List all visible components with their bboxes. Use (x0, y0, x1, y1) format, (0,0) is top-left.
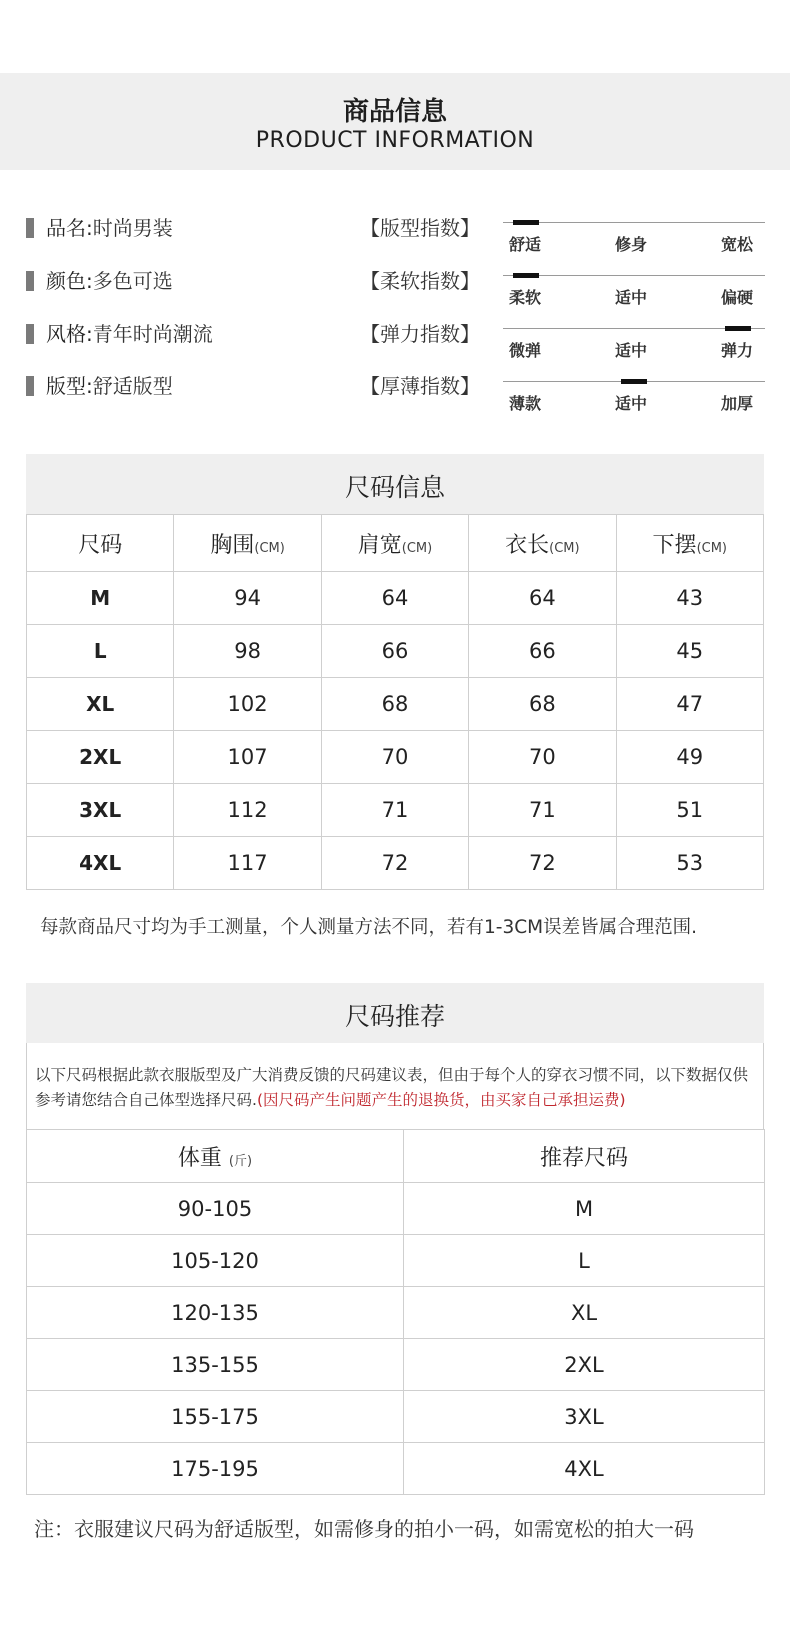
table-cell: 71 (469, 784, 616, 837)
fit-footnote: 注：衣服建议尺码为舒适版型，如需修身的拍小一码，如需宽松的拍大一码 (34, 1517, 694, 1541)
index-scale-elasticity (503, 328, 765, 364)
measurement-note: 每款商品尺寸均为手工测量，个人测量方法不同，若有1-3CM误差皆属合理范围. (40, 917, 697, 938)
recommend-description: 以下尺码根据此款衣服版型及广大消费反馈的尺码建议表，但由于每个人的穿衣习惯不同，以下数据仅供参考请您结合自己体型选择尺码. (35, 1066, 749, 1109)
table-cell: 175-195 (27, 1443, 404, 1495)
table-cell: L (404, 1235, 765, 1287)
column-header: 尺码 (27, 515, 174, 572)
table-cell: 155-175 (27, 1391, 404, 1443)
scale-line (503, 222, 765, 223)
table-cell: 51 (616, 784, 763, 837)
table-cell: 70 (469, 731, 616, 784)
attribute-value: 时尚男装 (92, 216, 173, 240)
table-cell: 94 (174, 572, 321, 625)
table-row (27, 625, 764, 678)
table-cell: 64 (321, 572, 468, 625)
unit-label: (CM) (401, 540, 433, 556)
bullet-bar (26, 218, 34, 238)
table-cell: 43 (616, 572, 763, 625)
table-cell: 47 (616, 678, 763, 731)
size-recommend-table (26, 1129, 765, 1495)
index-scale-fit (503, 222, 765, 258)
header-banner (0, 73, 790, 170)
unit-label: (斤) (228, 1153, 253, 1169)
scale-marker (513, 220, 539, 225)
table-cell: 68 (321, 678, 468, 731)
bullet-bar (26, 376, 34, 396)
scale-marker (621, 379, 647, 384)
table-cell: 72 (321, 837, 468, 890)
size-recommend-header (26, 983, 764, 1043)
table-row (27, 1183, 765, 1235)
table-row (27, 1287, 765, 1339)
scale-label: 偏硬 (721, 288, 754, 307)
table-cell: 45 (616, 625, 763, 678)
table-cell: 2XL (27, 731, 174, 784)
index-scale-thickness (503, 381, 765, 417)
table-cell: M (27, 572, 174, 625)
size-info-table (26, 514, 764, 890)
bullet-bar (26, 324, 34, 344)
column-header: 推荐尺码 (404, 1130, 765, 1183)
table-cell: L (27, 625, 174, 678)
table-row (27, 1339, 765, 1391)
size-info-title: 尺码信息 (344, 473, 445, 502)
table-cell: 3XL (27, 784, 174, 837)
table-cell: 70 (321, 731, 468, 784)
table-cell: 98 (174, 625, 321, 678)
table-cell: 117 (174, 837, 321, 890)
scale-label: 微弹 (509, 341, 542, 360)
scale-label: 适中 (615, 394, 648, 413)
index-title-softness: 【柔软指数】 (360, 269, 480, 293)
column-header: 肩宽(CM) (321, 515, 468, 572)
table-row (27, 1443, 765, 1495)
scale-line (503, 275, 765, 276)
attribute-label: 版型: (46, 374, 93, 398)
column-header: 下摆(CM) (616, 515, 763, 572)
table-header-row (27, 1130, 765, 1183)
index-title-elasticity: 【弹力指数】 (360, 322, 480, 346)
recommend-description-box (26, 1043, 764, 1130)
scale-marker (513, 273, 539, 278)
table-cell: 68 (469, 678, 616, 731)
table-row (27, 837, 764, 890)
page-subtitle: PRODUCT INFORMATION (255, 128, 535, 153)
table-cell: 90-105 (27, 1183, 404, 1235)
unit-label: (CM) (696, 540, 727, 556)
scale-label: 宽松 (721, 235, 754, 254)
table-cell: 2XL (404, 1339, 765, 1391)
table-cell: M (404, 1183, 765, 1235)
table-cell: 53 (616, 837, 763, 890)
table-cell: XL (27, 678, 174, 731)
table-cell: 66 (469, 625, 616, 678)
table-cell: 107 (174, 731, 321, 784)
index-scale-softness (503, 275, 765, 311)
table-row (27, 1235, 765, 1287)
unit-label: (CM) (254, 540, 285, 556)
attribute-value: 多色可选 (92, 269, 173, 293)
index-title-thickness: 【厚薄指数】 (360, 374, 480, 398)
scale-label: 修身 (615, 235, 648, 254)
attribute-value: 青年时尚潮流 (92, 322, 213, 346)
column-header: 胸围(CM) (174, 515, 321, 572)
page-title: 商品信息 (342, 97, 447, 127)
size-info-header (26, 454, 764, 514)
table-cell: 72 (469, 837, 616, 890)
table-row (27, 784, 764, 837)
scale-label: 适中 (615, 341, 648, 360)
scale-label: 加厚 (721, 394, 754, 413)
attribute-label: 品名: (46, 216, 93, 240)
size-recommend-title: 尺码推荐 (344, 1002, 445, 1031)
table-cell: 66 (321, 625, 468, 678)
table-cell: 71 (321, 784, 468, 837)
table-cell: 4XL (27, 837, 174, 890)
table-row (27, 1391, 765, 1443)
table-cell: 49 (616, 731, 763, 784)
scale-label: 薄款 (509, 394, 542, 413)
scale-label: 适中 (615, 288, 648, 307)
table-cell: 4XL (404, 1443, 765, 1495)
unit-label: (CM) (549, 540, 580, 556)
table-cell: 120-135 (27, 1287, 404, 1339)
column-header: 体重 (斤) (27, 1130, 404, 1183)
table-row (27, 572, 764, 625)
scale-marker (725, 326, 751, 331)
scale-label: 舒适 (509, 235, 542, 254)
scale-label: 柔软 (509, 288, 542, 307)
return-warning: (因尺码产生问题产生的退换货，由买家自己承担运费) (256, 1091, 626, 1109)
table-cell: 3XL (404, 1391, 765, 1443)
attribute-label: 颜色: (46, 269, 93, 293)
table-cell: 64 (469, 572, 616, 625)
table-cell: 135-155 (27, 1339, 404, 1391)
table-header-row (27, 515, 764, 572)
table-cell: 102 (174, 678, 321, 731)
table-row (27, 731, 764, 784)
index-title-fit: 【版型指数】 (360, 216, 480, 240)
table-cell: 112 (174, 784, 321, 837)
table-row (27, 678, 764, 731)
table-cell: 105-120 (27, 1235, 404, 1287)
attribute-value: 舒适版型 (92, 374, 173, 398)
bullet-bar (26, 271, 34, 291)
column-header: 衣长(CM) (469, 515, 616, 572)
attribute-label: 风格: (46, 322, 93, 346)
table-cell: XL (404, 1287, 765, 1339)
scale-label: 弹力 (721, 341, 754, 360)
